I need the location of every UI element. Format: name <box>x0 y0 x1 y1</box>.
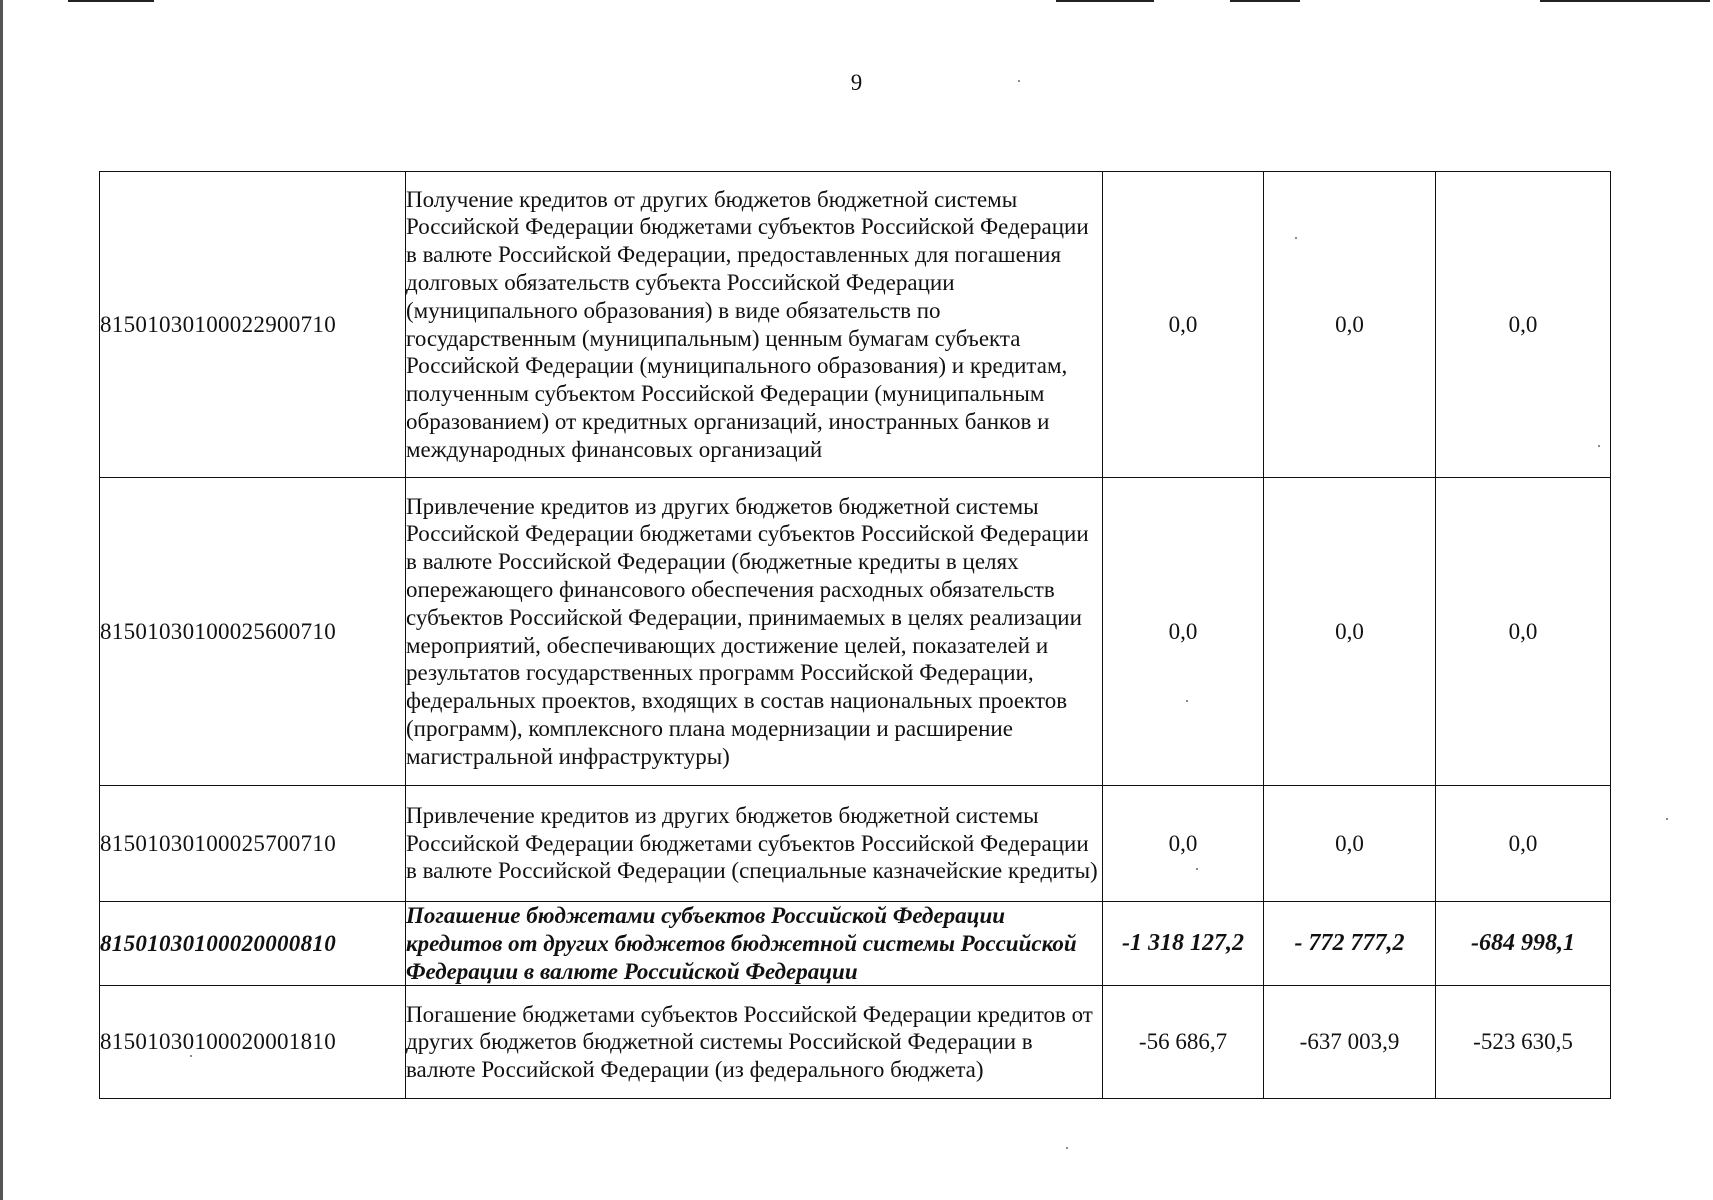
value-year-2: 0,0 <box>1264 786 1436 902</box>
row-description: Погашение бюджетами субъектов Российской Федерации кредитов от других бюджетов бюджетной системы Российской Федерации в валюте Российской Федерации <box>406 902 1103 986</box>
scan-speck <box>1066 1147 1068 1149</box>
top-rule <box>1230 0 1300 2</box>
table-row-total <box>100 902 1611 986</box>
value-year-3: 0,0 <box>1436 478 1611 786</box>
budget-code: 81501030100025700710 <box>100 786 406 902</box>
top-rule <box>68 0 154 2</box>
table-row <box>100 786 1611 902</box>
budget-code: 81501030100020001810 <box>100 986 406 1099</box>
top-rule <box>1056 0 1154 2</box>
budget-code: 81501030100022900710 <box>100 172 406 478</box>
page-number: 9 <box>850 70 863 95</box>
value-year-2: 0,0 <box>1264 478 1436 786</box>
value-year-3: 0,0 <box>1436 786 1611 902</box>
row-description: Привлечение кредитов из других бюджетов бюджетной системы Российской Федерации бюджетами субъектов Российской Федерации в валюте Российской Федерации (специальные казначейские кредиты) <box>406 786 1103 902</box>
top-rule <box>1540 0 1710 2</box>
scan-speck <box>1186 700 1188 702</box>
scan-speck <box>1666 818 1668 820</box>
value-year-3: -523 630,5 <box>1436 986 1611 1099</box>
row-description: Привлечение кредитов из других бюджетов бюджетной системы Российской Федерации бюджетами субъектов Российской Федерации в валюте Российской Федерации (бюджетные кредиты в целях опережающего финансового обеспечения расходных обязательств субъектов Российской Федерации, принимаемых в целях реализации мероприятий, обеспечивающих достижение целей, показателей и результатов государственных программ Российской Федерации, федеральных проектов, входящих в состав национальных проектов (программ), комплексного плана модернизации и расширение магистральной инфраструктуры) <box>406 478 1103 786</box>
value-year-3: -684 998,1 <box>1436 902 1611 986</box>
scan-speck <box>1196 868 1198 870</box>
budget-code: 81501030100025600710 <box>100 478 406 786</box>
table-row <box>100 478 1611 786</box>
scan-speck <box>1295 237 1297 239</box>
row-description: Получение кредитов от других бюджетов бюджетной системы Российской Федерации бюджетами субъектов Российской Федерации в валюте Российской Федерации, предоставленных для погашения долговых обязательств субъекта Российской Федерации (муниципального образования) в виде обязательств по государственным (муниципальным) ценным бумагам субъекта Российской Федерации (муниципального образования) и кредитам, полученным субъектом Российской Федерации (муниципальным образованием) от кредитных организаций, иностранных банков и международных финансовых организаций <box>406 172 1103 478</box>
budget-code: 81501030100020000810 <box>100 902 406 986</box>
value-year-3: 0,0 <box>1436 172 1611 478</box>
value-year-2: 0,0 <box>1264 172 1436 478</box>
value-year-1: -1 318 127,2 <box>1103 902 1264 986</box>
value-year-2: -637 003,9 <box>1264 986 1436 1099</box>
value-year-2: - 772 777,2 <box>1264 902 1436 986</box>
scan-edge <box>0 0 3 1200</box>
scan-speck <box>190 1055 192 1057</box>
scan-speck <box>1598 445 1600 447</box>
value-year-1: 0,0 <box>1103 478 1264 786</box>
table-row <box>100 172 1611 478</box>
scan-speck <box>1018 80 1020 82</box>
table-row <box>100 986 1611 1099</box>
value-year-1: 0,0 <box>1103 172 1264 478</box>
value-year-1: 0,0 <box>1103 786 1264 902</box>
row-description: Погашение бюджетами субъектов Российской Федерации кредитов от других бюджетов бюджетной системы Российской Федерации в валюте Российской Федерации (из федерального бюджета) <box>406 986 1103 1099</box>
budget-sources-table <box>99 171 1611 1099</box>
value-year-1: -56 686,7 <box>1103 986 1264 1099</box>
